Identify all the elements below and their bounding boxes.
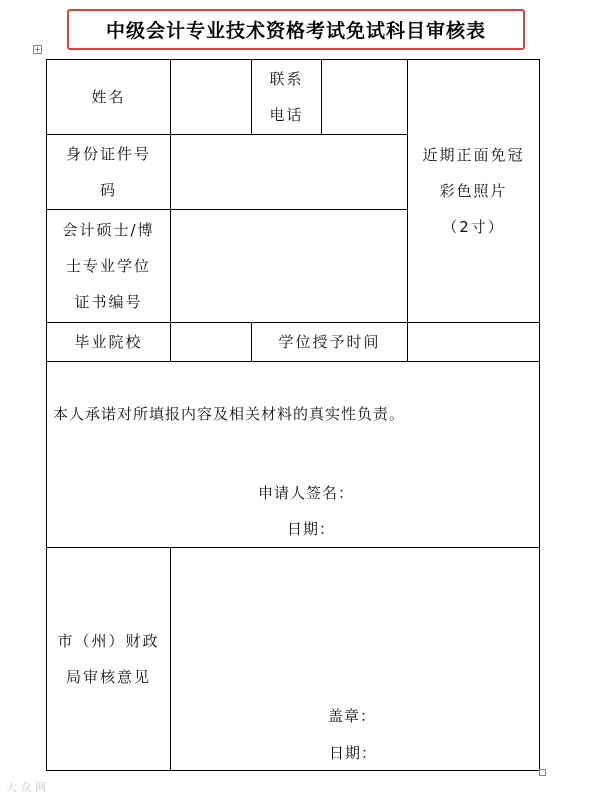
table-border-bottom [46,770,540,771]
applicant-signature-label: 申请人签名： [258,484,355,502]
pledge-statement: 本人承诺对所填报内容及相关材料的真实性负责。 [53,405,406,423]
table-move-handle-icon[interactable]: + [34,45,41,54]
school-label: 毕业院校 [74,333,143,351]
phone-field[interactable] [322,60,407,134]
review-opinion-field[interactable] [171,548,539,770]
photo-placeholder: 近期正面免冠 彩色照片 （2寸） [422,146,525,236]
id-number-label: 身份证件号 码 [65,145,151,199]
seal-label: 盖章： [328,707,377,725]
name-label: 姓名 [91,88,126,106]
table-resize-handle-icon[interactable] [539,769,546,776]
review-date-label: 日期： [329,744,378,762]
row-divider [46,361,540,362]
id-number-field[interactable] [171,135,407,209]
form-title: 中级会计专业技术资格考试免试科目审核表 [67,9,525,50]
name-field[interactable] [171,60,251,134]
phone-label: 联系 电话 [269,70,304,124]
degree-certificate-field[interactable] [171,210,407,322]
table-border-right [539,59,540,771]
finance-bureau-review-label: 市（州）财政 局审核意见 [57,632,160,686]
school-field[interactable] [171,323,251,361]
applicant-date-label: 日期： [287,520,336,538]
degree-certificate-label: 会计硕士/博 士专业学位 证书编号 [62,221,155,311]
watermark-logo: 大 众 网 [6,781,46,794]
degree-date-field[interactable] [408,323,539,361]
degree-date-label: 学位授予时间 [278,333,381,351]
